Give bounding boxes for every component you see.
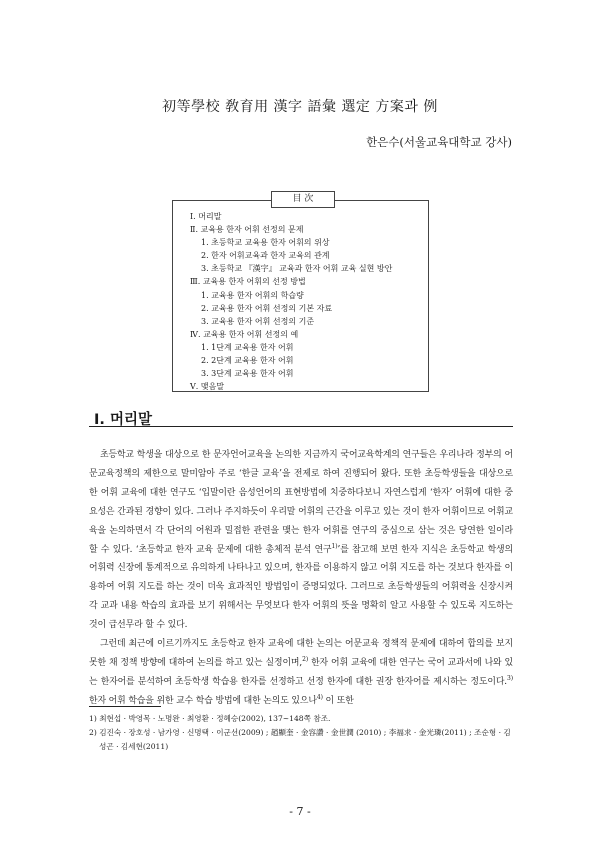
toc-item: Ⅲ. 교육용 한자 어휘의 선정 방법 — [190, 277, 306, 287]
toc-item: 2. 2단계 교육용 한자 어휘 — [201, 356, 294, 366]
toc-header: 目 次 — [271, 191, 335, 208]
paragraph-text: ’를 참고해 보면 한자 지식은 초등학교 학생의 어휘력 신장에 통계적으로 유의하게 나타나고 있으며, 한자를 이용하지 않고 어휘 지도를 하는 것보다 한자를 이용하여 어휘 지도를 하는 것이 더욱 효과적인 방법임이 증명되었다. 그러므로 초등학생들의 어휘력을 신장시켜 각 교과 내용 학습의 효과를 보기 위해서는 무엇보다 한자 어휘의 뜻을 명확히 알고 사용할 수 있도록 지도하는 것이 급선무라 할 수 있다. — [89, 544, 513, 631]
footnote-ref: 4) — [316, 693, 323, 701]
footnote-ref: 1) — [331, 542, 338, 550]
paragraph-text: 그런데 최근에 이르기까지도 초등학교 한자 교육에 대한 논의는 어문교육 정책적 문제에 대하여 합의를 보지 못한 채 정책 방향에 대하여 논의를 하고 있는 실정이며, — [89, 639, 513, 668]
footnote-rule — [89, 706, 161, 707]
body-text — [89, 446, 513, 711]
toc-item: Ⅱ. 교육용 한자 어휘 선정의 문제 — [190, 225, 304, 235]
page-number: - 7 - — [289, 805, 311, 818]
author-line: 한은수(서울교육대학교 강사) — [366, 135, 512, 149]
toc-item: 2. 한자 어휘교육과 한자 교육의 관계 — [201, 251, 330, 261]
paragraph-text: 한자 어휘 학습을 위한 교수 학습 방법에 대한 논의도 있으나 — [89, 695, 317, 706]
footnote: 2) 김진숙 · 장호성 · 남가영 · 신명택 · 이군선(2009) ; 趙顯奎 · 金容讚 · 金世潤 (2010) ; 李福求 · 金光璘(2011) ; 조순형 · 김성곤 · 김세현(2011) — [89, 727, 511, 751]
toc-item: 3. 3단계 교육용 한자 어휘 — [201, 369, 294, 379]
footnote: 1) 최현섭 · 박영목 · 노명완 · 최영환 · 정혜승(2002), 137~148쪽 참조. — [89, 714, 331, 723]
toc-list — [190, 210, 425, 393]
footnotes — [89, 712, 517, 753]
toc-item: 1. 교육용 한자 어휘의 학습량 — [201, 290, 304, 300]
toc-item: Ⅳ. 교육용 한자 어휘 선정의 예 — [190, 329, 299, 339]
toc-item: 3. 교육용 한자 어휘 선정의 기준 — [201, 316, 315, 326]
paragraph-text: 한자 어휘 교육에 대한 연구는 국어 교과서에 나와 있는 한자어를 분석하여 초등학생 학습용 한자를 선정하고 선정 한자에 대한 권장 한자어를 제시하는 정도이다. — [89, 657, 513, 687]
paragraph — [89, 635, 513, 711]
toc-item: Ⅰ. 머리말 — [190, 212, 222, 221]
section-heading: Ⅰ. 머리말 — [94, 412, 152, 428]
footnote-ref: 2) — [302, 656, 309, 663]
toc-item: 3. 초등학교 『漢字』 교육과 한자 어휘 교육 실현 방안 — [201, 264, 393, 274]
toc-item: Ⅴ. 맺음말 — [190, 382, 225, 392]
toc-item: 2. 교육용 한자 어휘 선정의 기본 자료 — [201, 303, 333, 313]
toc-item: 1. 초등학교 교육용 한자 어휘의 위상 — [201, 238, 330, 248]
paragraph-text: 초등학교 학생을 대상으로 한 문자언어교육을 논의한 지금까지 국어교육학계의 연구들은 우리나라 정부의 어문교육정책의 제한으로 말미암아 주로 ‘한글 교육’을 전제로 하여 진행되어 왔다. 또한 초등학생들을 대상으로 한 어휘 교육에 대한 연구도 ‘입말이란 음성언어의 표현방법에 치중하다보니 자연스럽게 ‘한자’ 어휘에 대한 중요성은 간과된 경향이 있다. 그러나 주지하듯이 우리말 어휘의 근간을 이루고 있는 것이 한자 어휘이므로 어휘교육을 논의하면서 각 단어의 어원과 밀접한 관련을 맺는 한자 어휘를 연구의 중심으로 삼는 것은 당연한 일이라 할 수 있다. ‘초등학교 한자 교육 문제에 대한 총체적 분석 연구 — [89, 450, 513, 555]
section-rule — [89, 426, 513, 427]
paper-title: 初等學校 敎育用 漢字 語彙 選定 方案과 例 — [162, 99, 438, 115]
paragraph — [89, 446, 513, 635]
toc-item: 1. 1단계 교육용 한자 어휘 — [201, 342, 294, 352]
paragraph-text: 이 또한 — [322, 695, 354, 706]
footnote-ref: 3) — [507, 674, 513, 682]
